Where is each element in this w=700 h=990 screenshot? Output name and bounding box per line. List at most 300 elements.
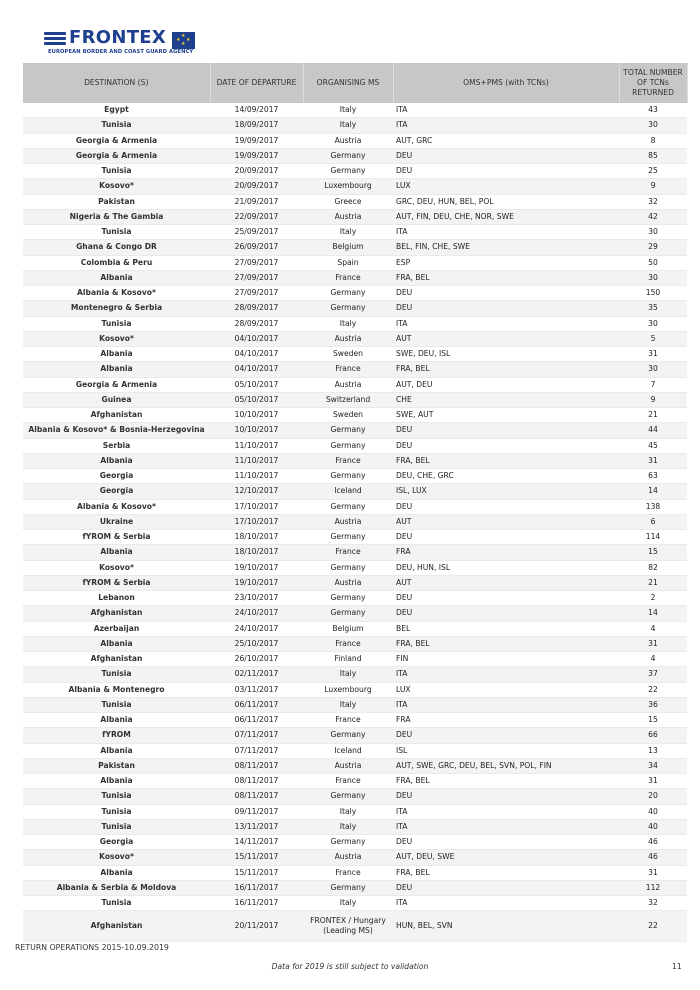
- cell-oms-pms: ISL, LUX: [393, 484, 619, 499]
- cell-destination: Ghana & Congo DR: [23, 240, 210, 255]
- cell-oms-pms: ESP: [393, 255, 619, 270]
- cell-organising-ms: Germany: [303, 438, 393, 453]
- cell-date: 18/09/2017: [210, 118, 303, 133]
- cell-oms-pms: ITA: [393, 896, 619, 911]
- cell-oms-pms: DEU: [393, 423, 619, 438]
- cell-oms-pms: DEU: [393, 835, 619, 850]
- cell-organising-ms: France: [303, 270, 393, 285]
- cell-oms-pms: AUT, DEU, SWE: [393, 850, 619, 865]
- table-row: [23, 377, 687, 392]
- cell-destination: Albania: [23, 362, 210, 377]
- cell-destination: fYROM: [23, 728, 210, 743]
- cell-date: 03/11/2017: [210, 682, 303, 697]
- cell-organising-ms: Sweden: [303, 408, 393, 423]
- cell-date: 17/10/2017: [210, 499, 303, 514]
- cell-destination: Georgia: [23, 484, 210, 499]
- cell-destination: Georgia & Armenia: [23, 133, 210, 148]
- cell-oms-pms: FIN: [393, 652, 619, 667]
- cell-oms-pms: HUN, BEL, SVN: [393, 911, 619, 942]
- cell-total: 22: [619, 682, 687, 697]
- column-header-date: DATE OF DEPARTURE: [210, 63, 303, 103]
- cell-date: 04/10/2017: [210, 347, 303, 362]
- table-row: [23, 545, 687, 560]
- cell-oms-pms: ITA: [393, 697, 619, 712]
- column-header-total: TOTAL NUMBER OF TCNs RETURNED: [619, 63, 687, 103]
- cell-date: 19/10/2017: [210, 575, 303, 590]
- cell-total: 44: [619, 423, 687, 438]
- cell-date: 05/10/2017: [210, 377, 303, 392]
- cell-destination: Georgia: [23, 835, 210, 850]
- cell-date: 24/10/2017: [210, 621, 303, 636]
- cell-destination: Afghanistan: [23, 408, 210, 423]
- cell-oms-pms: AUT: [393, 514, 619, 529]
- cell-total: 21: [619, 575, 687, 590]
- cell-organising-ms: Germany: [303, 530, 393, 545]
- cell-organising-ms: Austria: [303, 575, 393, 590]
- table-row: [23, 469, 687, 484]
- cell-oms-pms: ITA: [393, 667, 619, 682]
- cell-date: 07/11/2017: [210, 743, 303, 758]
- cell-date: 24/10/2017: [210, 606, 303, 621]
- cell-date: 16/11/2017: [210, 880, 303, 895]
- cell-date: 17/10/2017: [210, 514, 303, 529]
- cell-organising-ms: Italy: [303, 667, 393, 682]
- eu-flag-icon: ★ ★ ★ ★: [172, 32, 195, 49]
- cell-date: 19/09/2017: [210, 133, 303, 148]
- cell-oms-pms: AUT: [393, 331, 619, 346]
- cell-date: 04/10/2017: [210, 331, 303, 346]
- column-header-destination: DESTINATION (S): [23, 63, 210, 103]
- cell-destination: Albania: [23, 865, 210, 880]
- cell-organising-ms: Italy: [303, 103, 393, 118]
- cell-destination: Tunisia: [23, 819, 210, 834]
- cell-date: 19/10/2017: [210, 560, 303, 575]
- cell-total: 85: [619, 148, 687, 163]
- cell-date: 12/10/2017: [210, 484, 303, 499]
- cell-total: 40: [619, 819, 687, 834]
- table-row: [23, 453, 687, 468]
- cell-oms-pms: FRA: [393, 545, 619, 560]
- cell-total: 50: [619, 255, 687, 270]
- table-row: [23, 194, 687, 209]
- table-row: [23, 652, 687, 667]
- cell-total: 25: [619, 164, 687, 179]
- table-row: [23, 575, 687, 590]
- cell-organising-ms: Switzerland: [303, 392, 393, 407]
- cell-destination: Albania: [23, 713, 210, 728]
- cell-total: 9: [619, 179, 687, 194]
- table-row: [23, 530, 687, 545]
- cell-total: 2: [619, 591, 687, 606]
- cell-destination: Tunisia: [23, 789, 210, 804]
- cell-organising-ms: Austria: [303, 850, 393, 865]
- cell-destination: Ukraine: [23, 514, 210, 529]
- table-row: [23, 331, 687, 346]
- cell-destination: Albania & Kosovo* & Bosnia-Herzegovina: [23, 423, 210, 438]
- cell-organising-ms: Germany: [303, 728, 393, 743]
- cell-date: 26/09/2017: [210, 240, 303, 255]
- cell-total: 138: [619, 499, 687, 514]
- table-row: [23, 164, 687, 179]
- cell-oms-pms: DEU: [393, 728, 619, 743]
- table-row: [23, 865, 687, 880]
- cell-destination: Tunisia: [23, 804, 210, 819]
- cell-destination: Tunisia: [23, 316, 210, 331]
- footer-note: Data for 2019 is still subject to validation: [271, 962, 429, 971]
- cell-destination: Pakistan: [23, 758, 210, 773]
- cell-total: 30: [619, 362, 687, 377]
- cell-total: 66: [619, 728, 687, 743]
- cell-date: 25/09/2017: [210, 225, 303, 240]
- cell-organising-ms: France: [303, 545, 393, 560]
- table-row: [23, 270, 687, 285]
- cell-organising-ms: Iceland: [303, 484, 393, 499]
- cell-organising-ms: Greece: [303, 194, 393, 209]
- cell-total: 5: [619, 331, 687, 346]
- table-row: [23, 804, 687, 819]
- cell-destination: Azerbaijan: [23, 621, 210, 636]
- cell-date: 02/11/2017: [210, 667, 303, 682]
- cell-date: 18/10/2017: [210, 545, 303, 560]
- logo-name: FRONTEX: [69, 27, 167, 48]
- cell-oms-pms: FRA, BEL: [393, 636, 619, 651]
- cell-destination: Albania & Kosovo*: [23, 499, 210, 514]
- table-row: [23, 148, 687, 163]
- cell-date: 11/10/2017: [210, 453, 303, 468]
- cell-total: 34: [619, 758, 687, 773]
- cell-date: 26/10/2017: [210, 652, 303, 667]
- table-row: [23, 240, 687, 255]
- cell-date: 20/11/2017: [210, 911, 303, 942]
- cell-oms-pms: DEU: [393, 591, 619, 606]
- cell-organising-ms: Italy: [303, 316, 393, 331]
- cell-oms-pms: AUT, GRC: [393, 133, 619, 148]
- cell-destination: Albania & Serbia & Moldova: [23, 880, 210, 895]
- cell-oms-pms: DEU: [393, 789, 619, 804]
- table-row: [23, 896, 687, 911]
- cell-destination: Albania: [23, 743, 210, 758]
- table-row: [23, 560, 687, 575]
- cell-date: 16/11/2017: [210, 896, 303, 911]
- table-row: [23, 774, 687, 789]
- cell-destination: Albania: [23, 347, 210, 362]
- table-row: [23, 499, 687, 514]
- cell-oms-pms: ITA: [393, 118, 619, 133]
- cell-total: 31: [619, 774, 687, 789]
- cell-oms-pms: AUT, DEU: [393, 377, 619, 392]
- cell-oms-pms: DEU: [393, 499, 619, 514]
- cell-date: 13/11/2017: [210, 819, 303, 834]
- cell-organising-ms: Germany: [303, 148, 393, 163]
- table-row: [23, 667, 687, 682]
- column-header-oms-pms: OMS+PMS (with TCNs): [393, 63, 619, 103]
- cell-total: 30: [619, 270, 687, 285]
- cell-date: 06/11/2017: [210, 697, 303, 712]
- cell-total: 31: [619, 636, 687, 651]
- cell-oms-pms: DEU: [393, 530, 619, 545]
- cell-total: 7: [619, 377, 687, 392]
- cell-total: 37: [619, 667, 687, 682]
- return-operations-table: [23, 63, 688, 942]
- cell-destination: Nigeria & The Gambia: [23, 209, 210, 224]
- cell-organising-ms: Germany: [303, 469, 393, 484]
- cell-total: 46: [619, 850, 687, 865]
- cell-organising-ms: Italy: [303, 118, 393, 133]
- cell-oms-pms: DEU: [393, 164, 619, 179]
- cell-date: 25/10/2017: [210, 636, 303, 651]
- cell-date: 05/10/2017: [210, 392, 303, 407]
- cell-oms-pms: DEU: [393, 880, 619, 895]
- cell-oms-pms: FRA: [393, 713, 619, 728]
- cell-date: 08/11/2017: [210, 789, 303, 804]
- table-row: [23, 423, 687, 438]
- cell-destination: Egypt: [23, 103, 210, 118]
- cell-total: 30: [619, 225, 687, 240]
- cell-oms-pms: AUT: [393, 575, 619, 590]
- cell-organising-ms: Italy: [303, 804, 393, 819]
- cell-date: 28/09/2017: [210, 316, 303, 331]
- cell-organising-ms: Germany: [303, 606, 393, 621]
- cell-total: 31: [619, 865, 687, 880]
- cell-total: 21: [619, 408, 687, 423]
- cell-total: 15: [619, 713, 687, 728]
- cell-organising-ms: Germany: [303, 789, 393, 804]
- cell-destination: Kosovo*: [23, 560, 210, 575]
- frontex-logo: [44, 27, 204, 56]
- cell-date: 08/11/2017: [210, 774, 303, 789]
- cell-oms-pms: SWE, AUT: [393, 408, 619, 423]
- cell-total: 32: [619, 194, 687, 209]
- cell-total: 6: [619, 514, 687, 529]
- cell-organising-ms: Sweden: [303, 347, 393, 362]
- cell-date: 09/11/2017: [210, 804, 303, 819]
- cell-oms-pms: FRA, BEL: [393, 270, 619, 285]
- cell-date: 15/11/2017: [210, 865, 303, 880]
- table-row: [23, 392, 687, 407]
- table-row: [23, 316, 687, 331]
- table-body: [23, 103, 687, 942]
- cell-organising-ms: Austria: [303, 514, 393, 529]
- cell-destination: fYROM & Serbia: [23, 530, 210, 545]
- cell-oms-pms: DEU: [393, 301, 619, 316]
- table-row: [23, 209, 687, 224]
- cell-destination: Guinea: [23, 392, 210, 407]
- cell-organising-ms: Austria: [303, 377, 393, 392]
- cell-date: 11/10/2017: [210, 469, 303, 484]
- cell-destination: Albania & Kosovo*: [23, 286, 210, 301]
- cell-organising-ms: Austria: [303, 331, 393, 346]
- cell-date: 22/09/2017: [210, 209, 303, 224]
- table-row: [23, 484, 687, 499]
- page-number: 11: [672, 962, 682, 971]
- cell-total: 32: [619, 896, 687, 911]
- cell-total: 14: [619, 606, 687, 621]
- logo-subtitle: EUROPEAN BORDER AND COAST GUARD AGENCY: [48, 49, 194, 55]
- cell-total: 82: [619, 560, 687, 575]
- table-row: [23, 118, 687, 133]
- cell-total: 42: [619, 209, 687, 224]
- table-row: [23, 743, 687, 758]
- cell-date: 18/10/2017: [210, 530, 303, 545]
- cell-organising-ms: Finland: [303, 652, 393, 667]
- cell-oms-pms: DEU: [393, 148, 619, 163]
- cell-date: 08/11/2017: [210, 758, 303, 773]
- cell-total: 150: [619, 286, 687, 301]
- cell-organising-ms: Italy: [303, 819, 393, 834]
- cell-destination: fYROM & Serbia: [23, 575, 210, 590]
- cell-organising-ms: Luxembourg: [303, 682, 393, 697]
- table-row: [23, 301, 687, 316]
- cell-oms-pms: FRA, BEL: [393, 362, 619, 377]
- cell-organising-ms: Germany: [303, 423, 393, 438]
- cell-oms-pms: FRA, BEL: [393, 774, 619, 789]
- cell-organising-ms: Belgium: [303, 240, 393, 255]
- cell-destination: Albania: [23, 270, 210, 285]
- cell-destination: Kosovo*: [23, 850, 210, 865]
- table-row: [23, 347, 687, 362]
- cell-oms-pms: DEU: [393, 286, 619, 301]
- cell-oms-pms: FRA, BEL: [393, 865, 619, 880]
- cell-total: 15: [619, 545, 687, 560]
- cell-date: 06/11/2017: [210, 713, 303, 728]
- table-row: [23, 255, 687, 270]
- cell-oms-pms: ISL: [393, 743, 619, 758]
- cell-oms-pms: LUX: [393, 179, 619, 194]
- cell-oms-pms: ITA: [393, 804, 619, 819]
- cell-oms-pms: DEU: [393, 438, 619, 453]
- cell-oms-pms: DEU, CHE, GRC: [393, 469, 619, 484]
- cell-organising-ms: Germany: [303, 835, 393, 850]
- table-row: [23, 636, 687, 651]
- cell-total: 35: [619, 301, 687, 316]
- table-row: [23, 103, 687, 118]
- cell-destination: Georgia & Armenia: [23, 377, 210, 392]
- cell-oms-pms: ITA: [393, 103, 619, 118]
- cell-organising-ms: Germany: [303, 499, 393, 514]
- cell-date: 14/09/2017: [210, 103, 303, 118]
- cell-oms-pms: BEL: [393, 621, 619, 636]
- cell-date: 27/09/2017: [210, 270, 303, 285]
- table-row: [23, 286, 687, 301]
- cell-total: 30: [619, 118, 687, 133]
- cell-date: 04/10/2017: [210, 362, 303, 377]
- cell-total: 63: [619, 469, 687, 484]
- cell-total: 40: [619, 804, 687, 819]
- cell-organising-ms: Germany: [303, 286, 393, 301]
- cell-date: 14/11/2017: [210, 835, 303, 850]
- cell-destination: Albania: [23, 453, 210, 468]
- cell-date: 10/10/2017: [210, 423, 303, 438]
- cell-destination: Afghanistan: [23, 911, 210, 942]
- cell-organising-ms: Italy: [303, 225, 393, 240]
- table-row: [23, 697, 687, 712]
- table-row: [23, 362, 687, 377]
- cell-destination: Kosovo*: [23, 331, 210, 346]
- cell-oms-pms: DEU: [393, 606, 619, 621]
- cell-total: 30: [619, 316, 687, 331]
- cell-organising-ms: [303, 911, 393, 942]
- cell-organising-ms: Luxembourg: [303, 179, 393, 194]
- cell-organising-ms: France: [303, 636, 393, 651]
- cell-date: 07/11/2017: [210, 728, 303, 743]
- cell-total: 22: [619, 911, 687, 942]
- cell-date: 28/09/2017: [210, 301, 303, 316]
- logo-stripes-icon: [44, 32, 66, 48]
- cell-organising-ms: Italy: [303, 697, 393, 712]
- cell-organising-ms: France: [303, 713, 393, 728]
- cell-total: 36: [619, 697, 687, 712]
- table-row: [23, 819, 687, 834]
- cell-total: 20: [619, 789, 687, 804]
- cell-total: 4: [619, 652, 687, 667]
- table-row: [23, 758, 687, 773]
- cell-date: 10/10/2017: [210, 408, 303, 423]
- cell-organising-ms: Germany: [303, 880, 393, 895]
- cell-destination: Kosovo*: [23, 179, 210, 194]
- cell-organising-ms: Italy: [303, 896, 393, 911]
- cell-destination: Albania & Montenegro: [23, 682, 210, 697]
- table-header-row: [23, 63, 687, 103]
- cell-total: 114: [619, 530, 687, 545]
- cell-total: 46: [619, 835, 687, 850]
- cell-organising-ms: France: [303, 774, 393, 789]
- cell-organising-ms: Austria: [303, 758, 393, 773]
- cell-organising-ms: Belgium: [303, 621, 393, 636]
- footer-title: RETURN OPERATIONS 2015-10.09.2019: [15, 943, 169, 952]
- cell-date: 21/09/2017: [210, 194, 303, 209]
- cell-organising-ms: Austria: [303, 209, 393, 224]
- cell-destination: Georgia & Armenia: [23, 148, 210, 163]
- cell-total: 43: [619, 103, 687, 118]
- cell-destination: Tunisia: [23, 225, 210, 240]
- cell-destination: Tunisia: [23, 164, 210, 179]
- table-row: [23, 621, 687, 636]
- cell-destination: Pakistan: [23, 194, 210, 209]
- column-header-organising: ORGANISING MS: [303, 63, 393, 103]
- cell-organising-ms: Austria: [303, 133, 393, 148]
- table-row: [23, 179, 687, 194]
- cell-date: 20/09/2017: [210, 179, 303, 194]
- cell-destination: Albania: [23, 636, 210, 651]
- cell-destination: Afghanistan: [23, 652, 210, 667]
- table-row: [23, 880, 687, 895]
- cell-oms-pms: FRA, BEL: [393, 453, 619, 468]
- cell-oms-pms: CHE: [393, 392, 619, 407]
- cell-oms-pms: AUT, SWE, GRC, DEU, BEL, SVN, POL, FIN: [393, 758, 619, 773]
- cell-destination: Tunisia: [23, 697, 210, 712]
- cell-oms-pms: SWE, DEU, ISL: [393, 347, 619, 362]
- cell-total: 112: [619, 880, 687, 895]
- cell-oms-pms: ITA: [393, 225, 619, 240]
- table-row: [23, 713, 687, 728]
- cell-total: 45: [619, 438, 687, 453]
- cell-oms-pms: AUT, FIN, DEU, CHE, NOR, SWE: [393, 209, 619, 224]
- cell-destination: Albania: [23, 774, 210, 789]
- cell-organising-ms: Spain: [303, 255, 393, 270]
- table-row: [23, 835, 687, 850]
- cell-date: 11/10/2017: [210, 438, 303, 453]
- table-row: [23, 408, 687, 423]
- cell-oms-pms: ITA: [393, 316, 619, 331]
- cell-organising-ms: Germany: [303, 164, 393, 179]
- cell-organising-ms: France: [303, 453, 393, 468]
- cell-date: 20/09/2017: [210, 164, 303, 179]
- cell-total: 9: [619, 392, 687, 407]
- cell-destination: Colombia & Peru: [23, 255, 210, 270]
- cell-organising-text: FRONTEX / Hungary (Leading MS): [310, 916, 386, 936]
- table-row: [23, 789, 687, 804]
- cell-destination: Georgia: [23, 469, 210, 484]
